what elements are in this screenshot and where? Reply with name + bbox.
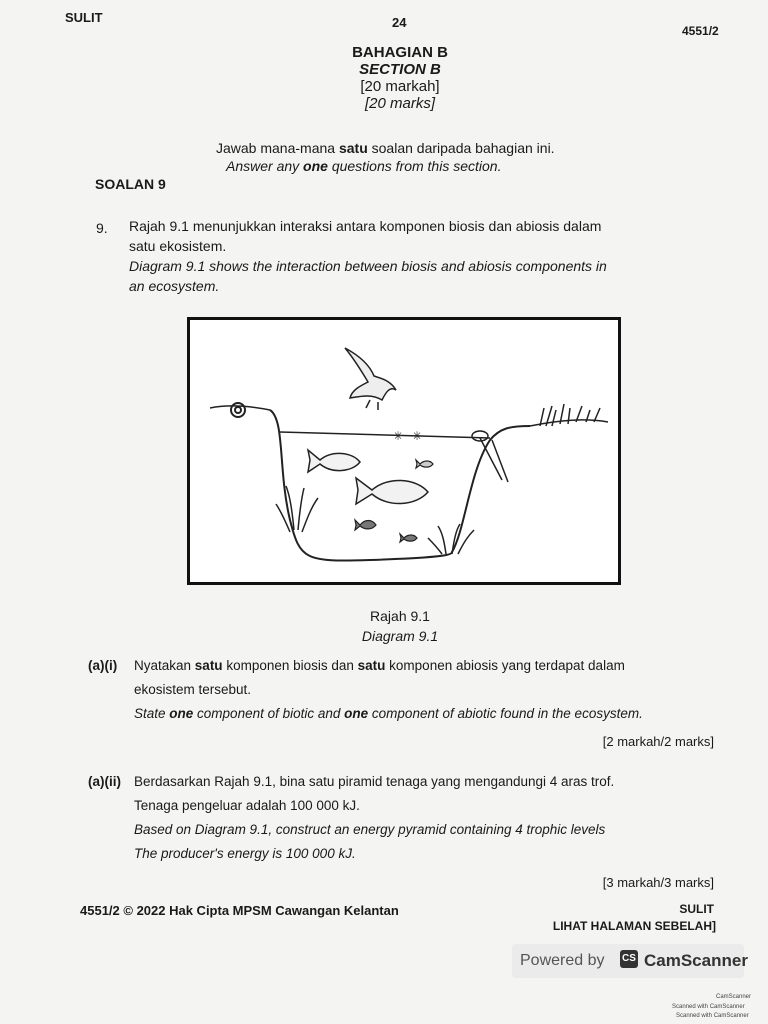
part-a-i-en-line: State one component of biotic and one component of abiotic found in the ecosystem. (134, 706, 643, 721)
section-marks-en: [20 marks] (364, 95, 436, 112)
footer-sulit: SULIT (679, 902, 714, 916)
camscanner-logo-icon: CS (620, 950, 638, 968)
question-text (129, 216, 689, 296)
powered-by-text: Powered by (520, 952, 605, 969)
section-marks-ms: [20 markah] (360, 78, 440, 95)
eagle-icon (345, 348, 396, 410)
pond-illustration (190, 320, 618, 582)
camscanner-small-3: Scanned with CamScanner (676, 1013, 749, 1019)
part-a-ii-en-line1: Based on Diagram 9.1, construct an energy pyramid containing 4 trophic levels (134, 822, 606, 837)
part-a-ii-text (134, 770, 709, 866)
reed-stalk (480, 438, 508, 482)
fish-icon-2 (356, 478, 428, 504)
part-a-i-marks: [2 markah/2 marks] (602, 734, 714, 749)
part-a-ii-ms-line2: Tenaga pengeluar adalah 100 000 kJ. (134, 798, 360, 813)
fish-icon-small-2 (355, 520, 376, 530)
part-a-ii-en-line2: The producer's energy is 100 000 kJ. (134, 846, 356, 861)
water-surface (280, 432, 490, 438)
fish-icon-small-1 (416, 460, 433, 468)
question-ms-line2: satu ekosistem. (129, 238, 227, 254)
part-a-i-ms-line1: Nyatakan satu komponen biosis dan satu komponen abiosis yang terdapat dalam (134, 658, 625, 673)
water-plant-right-icon (428, 524, 474, 554)
section-heading (300, 44, 500, 112)
footer-copyright: 4551/2 © 2022 Hak Cipta MPSM Cawangan Kelantan (80, 903, 399, 918)
question-heading: SOALAN 9 (95, 176, 166, 192)
question-ms-line1: Rajah 9.1 menunjukkan interaksi antara komponen biosis dan abiosis dalam (129, 218, 602, 234)
figure-caption-en: Diagram 9.1 (361, 628, 439, 644)
part-a-ii-ms-line1: Berdasarkan Rajah 9.1, bina satu piramid tenaga yang mengandungi 4 aras trof. (134, 774, 615, 789)
snail-icon (231, 403, 245, 417)
camscanner-small-1: CamScanner (716, 994, 752, 1000)
ecosystem-diagram (187, 317, 621, 585)
camscanner-small-2: Scanned with CamScanner (672, 1004, 745, 1010)
header-sulit: SULIT (65, 10, 103, 25)
section-title-ms: BAHAGIAN B (352, 44, 448, 61)
part-a-i-ms-line2: ekosistem tersebut. (134, 682, 252, 697)
question-en-line2: an ecosystem. (129, 278, 220, 294)
question-en-line1: Diagram 9.1 shows the interaction between biosis and abiosis components in (129, 258, 607, 274)
camscanner-badge (512, 944, 748, 978)
part-a-ii-marks: [3 markah/3 marks] (602, 875, 714, 890)
camscanner-brand: CamScanner (644, 951, 748, 970)
section-title-en: SECTION B (359, 61, 441, 78)
part-a-i-text (134, 654, 709, 726)
part-a-i-label: (a)(i) (88, 658, 118, 673)
page-number: 24 (392, 15, 407, 30)
water-plant-left-icon (276, 486, 318, 532)
instruction-en: Answer any one questions from this section. (226, 158, 502, 174)
footer-next-page: LIHAT HALAMAN SEBELAH] (552, 919, 716, 933)
insect-icon-2: ✳ (412, 429, 423, 443)
question-number: 9. (96, 220, 108, 236)
figure-caption (330, 606, 470, 646)
paper-code: 4551/2 (682, 24, 719, 38)
fish-icon-1 (308, 450, 360, 472)
fish-icon-small-3 (400, 534, 417, 542)
part-a-ii-label: (a)(ii) (88, 774, 121, 789)
figure-caption-ms: Rajah 9.1 (370, 608, 430, 624)
insect-icon: ✳ (393, 429, 404, 443)
instruction-ms: Jawab mana-mana satu soalan daripada bahagian ini. (216, 140, 555, 156)
